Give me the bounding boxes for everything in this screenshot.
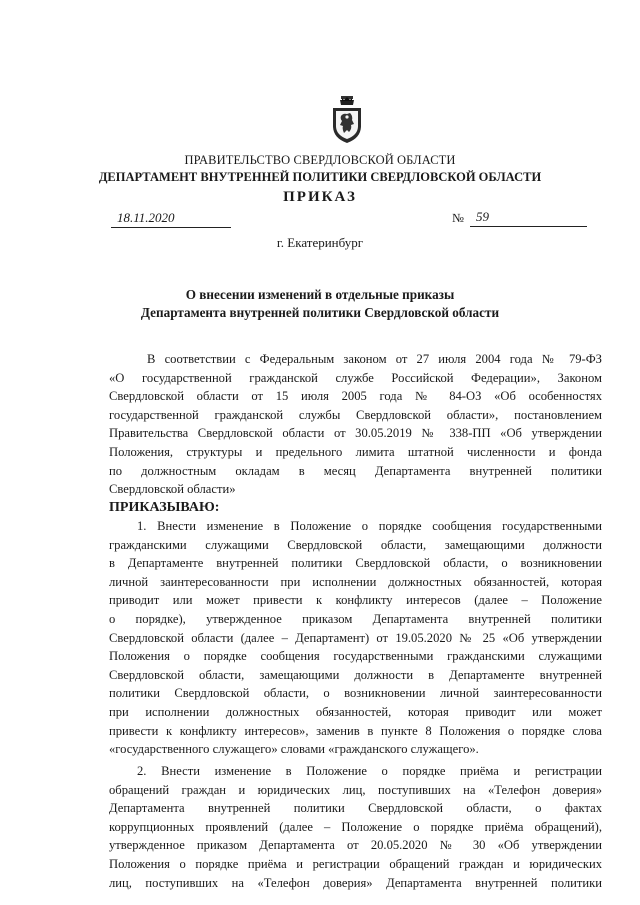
text-line: Департамента внутренней политики Свердловской области, о фактах	[109, 801, 602, 816]
text-line: Свердловской области, замещающими должности в Департаменте внутренней	[109, 667, 602, 682]
text-line: Свердловской области от 15 июля 2005 года № 84-ОЗ «Об особенностях	[109, 389, 602, 404]
subject-line: Департамента внутренней политики Свердловской области	[140, 305, 500, 320]
text-line: утвержденное приказом Департамента от 20.05.2020 № 30 «Об утверждении	[109, 838, 602, 853]
text-line: государственной гражданской службы Свердловской области», постановлением	[109, 407, 602, 422]
text-line: по должностным окладам в месяц Департамента внутренней политики	[109, 463, 602, 478]
text-line: 2. Внести изменение в Положение о порядке приёма и регистрации	[137, 764, 602, 778]
text-line: 1. Внести изменение в Положение о порядке сообщения государственными	[137, 519, 602, 533]
text-line: личной заинтересованности при исполнении должностных обязанностей, которая	[109, 574, 602, 589]
text-line: коррупционных проявлений (далее – Положение о порядке приёма обращений),	[109, 819, 602, 834]
document-type: ПРИКАЗ	[283, 189, 357, 205]
text-line: Свердловской области»	[109, 482, 236, 497]
text-line: В соответствии с Федеральным законом от 27 июля 2004 года № 79-ФЗ	[147, 352, 602, 366]
text-line: Положения, структуры и предельного лимита штатной численности и фонда	[109, 444, 602, 459]
order-item-1	[109, 517, 602, 759]
text-line: о порядке), утвержденное приказом Департамента внутренней политики	[109, 611, 602, 626]
number-label: №	[452, 211, 464, 225]
date-field	[111, 211, 231, 228]
subject-line: О внесении изменений в отдельные приказы	[185, 287, 455, 302]
text-line: в Департаменте внутренней политики Свердловской области, о возникновении	[109, 556, 602, 571]
number-value: 59	[476, 209, 489, 224]
department-name: ДЕПАРТАМЕНТ ВНУТРЕННЕЙ ПОЛИТИКИ СВЕРДЛОВСКОЙ ОБЛАСТИ	[98, 170, 542, 184]
text-line: «государственного служащего» словами «гражданского служащего».	[109, 742, 479, 757]
order-heading: ПРИКАЗЫВАЮ:	[109, 499, 220, 515]
sverdlovsk-coat-of-arms-icon	[330, 96, 364, 144]
date-value: 18.11.2020	[117, 210, 175, 225]
text-line: Свердловской области (далее – Департамент) от 19.05.2020 № 25 «Об утверждении	[109, 630, 602, 645]
text-line: приводит или может привести к конфликту интересов (далее – Положение	[109, 593, 602, 608]
text-line: «О государственной гражданской службе Российской Федерации», Законом	[109, 370, 602, 385]
order-item-2	[109, 762, 602, 892]
text-line: гражданскими служащими Свердловской области, замещающими должности	[109, 537, 602, 552]
text-line: Положения о порядке приёма и регистрации обращений граждан и юридических	[109, 856, 602, 871]
text-line: политики Свердловской области, о возникновении личной заинтересованности	[109, 686, 602, 701]
preamble	[109, 350, 602, 517]
text-line: привести к конфликту интересов», заменив в пункте 8 Положения о порядке слова	[109, 723, 602, 738]
government-name: ПРАВИТЕЛЬСТВО СВЕРДЛОВСКОЙ ОБЛАСТИ	[184, 153, 456, 167]
text-line: Положения о порядке сообщения государственными гражданскими служащими	[109, 649, 602, 664]
text-line: обращений граждан и юридических лиц, поступивших на «Телефон доверия»	[109, 782, 602, 797]
city: г. Екатеринбург	[276, 235, 364, 250]
text-line: при исполнении должностных обязанностей, которая приводит или может	[109, 704, 602, 719]
text-line: лиц, поступивших на «Телефон доверия» Департамента внутренней политики	[109, 875, 602, 890]
text-line: Правительства Свердловской области от 30.05.2019 № 338-ПП «Об утверждении	[109, 426, 602, 441]
number-field	[452, 211, 587, 227]
